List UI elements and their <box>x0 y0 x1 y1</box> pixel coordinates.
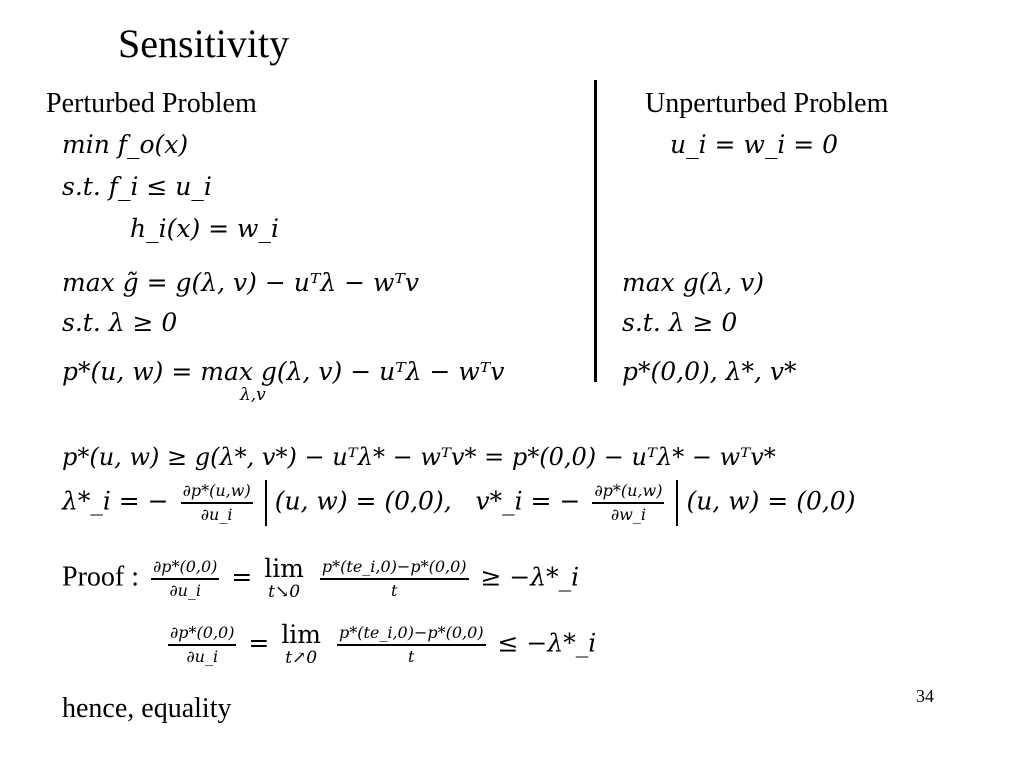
limit-fraction <box>320 556 469 602</box>
proof-fraction <box>151 556 219 602</box>
proof-fraction <box>168 622 236 668</box>
bound-rhs: ≥ −λ*_i <box>480 562 580 592</box>
proof-numerator: ∂p*(0,0) <box>170 623 235 642</box>
lambda-condition: (u, w) = (0,0), <box>274 486 452 516</box>
limit-numerator: p*(te_i,0)−p*(0,0) <box>321 557 467 576</box>
lambda-denominator: ∂u_i <box>200 504 233 524</box>
limit-numerator: p*(te_i,0)−p*(0,0) <box>338 623 484 642</box>
derivative-line <box>62 480 855 526</box>
conclusion-text: hence, equality <box>62 693 232 724</box>
perturbed-constraint-ineq: s.t. f_i ≤ u_i <box>62 172 212 201</box>
proof-label: Proof : <box>62 561 139 593</box>
equals-sign: = <box>248 628 270 658</box>
unperturbed-heading: Unperturbed Problem <box>645 88 889 119</box>
v-numerator: ∂p*(u,w) <box>594 481 663 501</box>
perturbed-optimal-value: p*(u, w) = max g(λ, v) − uᵀλ − wᵀv <box>62 357 505 386</box>
column-divider <box>594 80 597 382</box>
lambda-numerator: ∂p*(u,w) <box>182 481 251 501</box>
lim-word: lim <box>264 554 304 583</box>
v-denominator: ∂w_i <box>610 504 646 524</box>
unperturbed-condition: u_i = w_i = 0 <box>670 130 839 159</box>
lambda-fraction <box>181 480 253 526</box>
perturbed-constraint-eq: h_i(x) = w_i <box>130 214 279 243</box>
slide-title: Sensitivity <box>118 21 290 66</box>
proof-numerator: ∂p*(0,0) <box>152 557 218 576</box>
limit-denominator: t <box>391 580 398 600</box>
sensitivity-inequality: p*(u, w) ≥ g(λ*, v*) − uᵀλ* − wᵀv* = p*(0,0) − uᵀλ* − wᵀv* <box>62 443 776 471</box>
lambda-lhs: λ*_i = − <box>62 486 169 516</box>
v-fraction <box>592 480 664 526</box>
bound-rhs: ≤ −λ*_i <box>497 628 597 658</box>
evaluation-bar <box>265 480 267 526</box>
lim-subscript: t↘0 <box>268 582 301 602</box>
limit-fraction <box>337 622 486 668</box>
unperturbed-dual-objective: max g(λ, v) <box>622 268 765 297</box>
unperturbed-dual-constraint: s.t. λ ≥ 0 <box>622 308 738 337</box>
v-lhs: v*_i = − <box>475 486 581 516</box>
page-number: 34 <box>916 686 934 706</box>
proof-line-1 <box>62 556 579 602</box>
lim-subscript: t↗0 <box>285 648 318 668</box>
perturbed-objective: min f_o(x) <box>62 130 189 159</box>
proof-line-2 <box>164 622 596 668</box>
proof-denominator: ∂u_i <box>169 580 202 600</box>
limit-denominator: t <box>408 646 415 666</box>
equals-sign: = <box>231 562 253 592</box>
perturbed-dual-constraint: s.t. λ ≥ 0 <box>62 308 178 337</box>
evaluation-bar <box>676 480 678 526</box>
limit-operator <box>281 622 321 668</box>
unperturbed-optimal: p*(0,0), λ*, v* <box>622 357 797 386</box>
perturbed-dual-objective: max g̃ = g(λ, v) − uᵀλ − wᵀv <box>62 268 420 297</box>
proof-denominator: ∂u_i <box>186 646 219 666</box>
perturbed-heading: Perturbed Problem <box>46 88 257 119</box>
max-subscript: λ,v <box>240 385 266 405</box>
lim-word: lim <box>281 620 322 649</box>
limit-operator <box>264 556 304 602</box>
v-condition: (u, w) = (0,0) <box>686 486 856 516</box>
